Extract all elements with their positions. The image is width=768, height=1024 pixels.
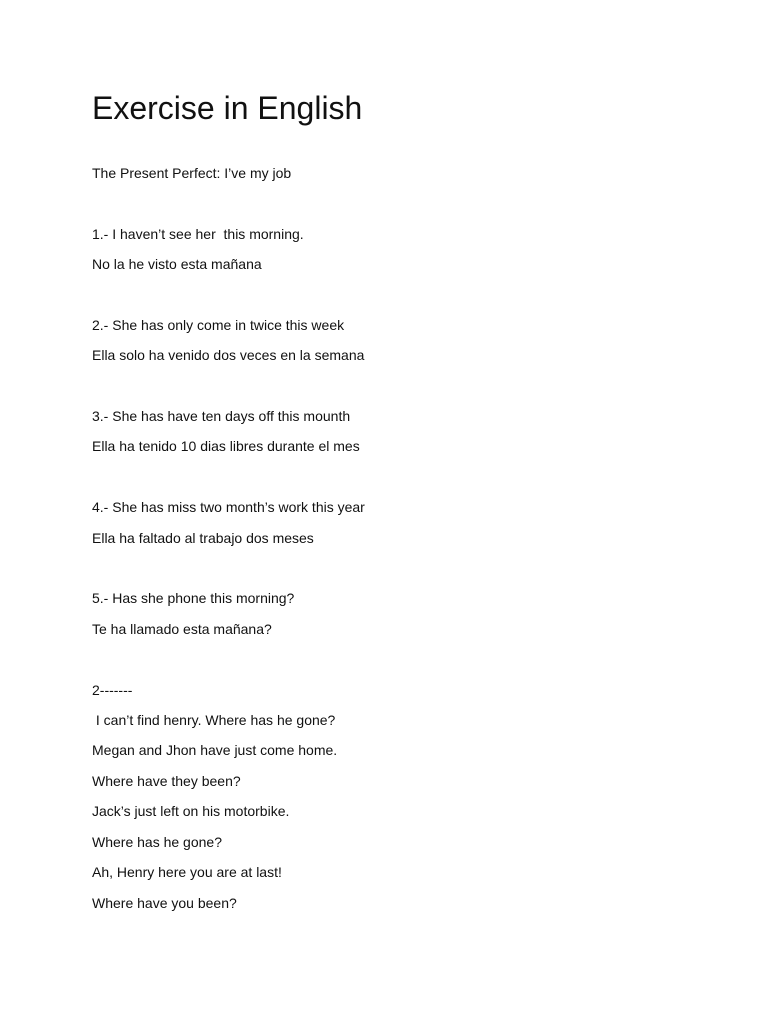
exercise2-line: Where have you been? [92,895,237,911]
exercise1-item-5-english: 5.- Has she phone this morning? [92,590,295,606]
exercise2-line: Ah, Henry here you are at last! [92,864,282,880]
exercise1-item-3-spanish: Ella ha tenido 10 dias libres durante el mes [92,438,360,454]
exercise1-item-5-spanish: Te ha llamado esta mañana? [92,621,272,637]
exercise1-item-2-spanish: Ella solo ha venido dos veces en la semana [92,347,365,363]
document-subtitle: The Present Perfect: I’ve my job [92,165,292,181]
exercise1-item-4-english: 4.- She has miss two month’s work this year [92,499,365,515]
exercise1-item-2-english: 2.- She has only come in twice this week [92,317,345,333]
exercise2-line: Where has he gone? [92,834,222,850]
exercise2-line: Megan and Jhon have just come home. [92,742,338,758]
document-title: Exercise in English [92,90,363,126]
exercise2-line: I can’t find henry. Where has he gone? [92,712,336,728]
exercise2-line: Where have they been? [92,773,241,789]
exercise2-line: Jack’s just left on his motorbike. [92,803,290,819]
exercise1-item-1-english: 1.- I haven’t see her this morning. [92,226,304,242]
exercise2-heading: 2------- [92,682,133,698]
exercise1-item-1-spanish: No la he visto esta mañana [92,256,262,272]
exercise1-item-3-english: 3.- She has have ten days off this mounth [92,408,351,424]
exercise1-item-4-spanish: Ella ha faltado al trabajo dos meses [92,530,314,546]
